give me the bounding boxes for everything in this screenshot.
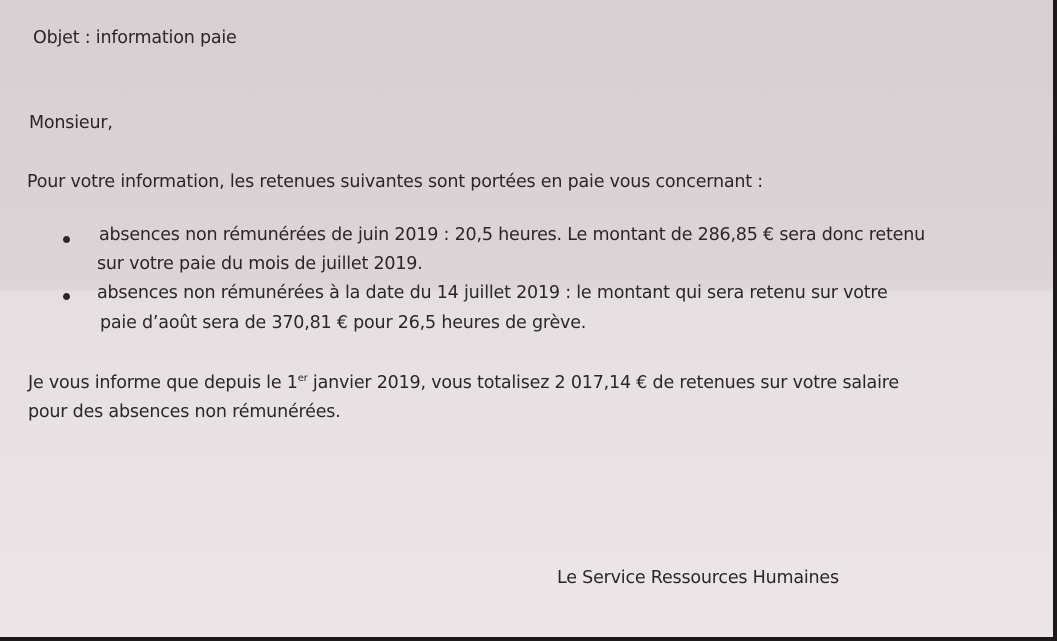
- closing-text: Je vous informe que depuis le 1: [28, 373, 298, 393]
- letter-subject: Objet : information paie: [33, 28, 237, 48]
- closing-text: janvier 2019, vous totalisez 2 017,14 € de retenues sur votre salaire: [307, 373, 899, 393]
- deduction-item-line: paie d’août sera de 370,81 € pour 26,5 heures de grève.: [100, 313, 587, 333]
- letter-salutation: Monsieur,: [29, 113, 113, 133]
- bullet-icon: [63, 236, 70, 243]
- photo-edge-shadow: [0, 637, 1057, 641]
- letter-closing-paragraph: [28, 369, 1038, 427]
- photo-edge-shadow: [1053, 0, 1057, 641]
- ordinal-superscript: er: [297, 373, 308, 384]
- bullet-icon: [63, 293, 70, 300]
- deduction-item-line: absences non rémunérées à la date du 14 juillet 2019 : le montant qui sera retenu sur votre: [97, 283, 888, 303]
- closing-text: pour des absences non rémunérées.: [28, 402, 341, 422]
- letter-intro: Pour votre information, les retenues suivantes sont portées en paie vous concernant :: [27, 172, 763, 192]
- deduction-item-line: sur votre paie du mois de juillet 2019.: [97, 254, 423, 274]
- letter-signature: Le Service Ressources Humaines: [557, 568, 839, 588]
- deduction-item-line: absences non rémunérées de juin 2019 : 20,5 heures. Le montant de 286,85 € sera donc retenu: [99, 225, 925, 245]
